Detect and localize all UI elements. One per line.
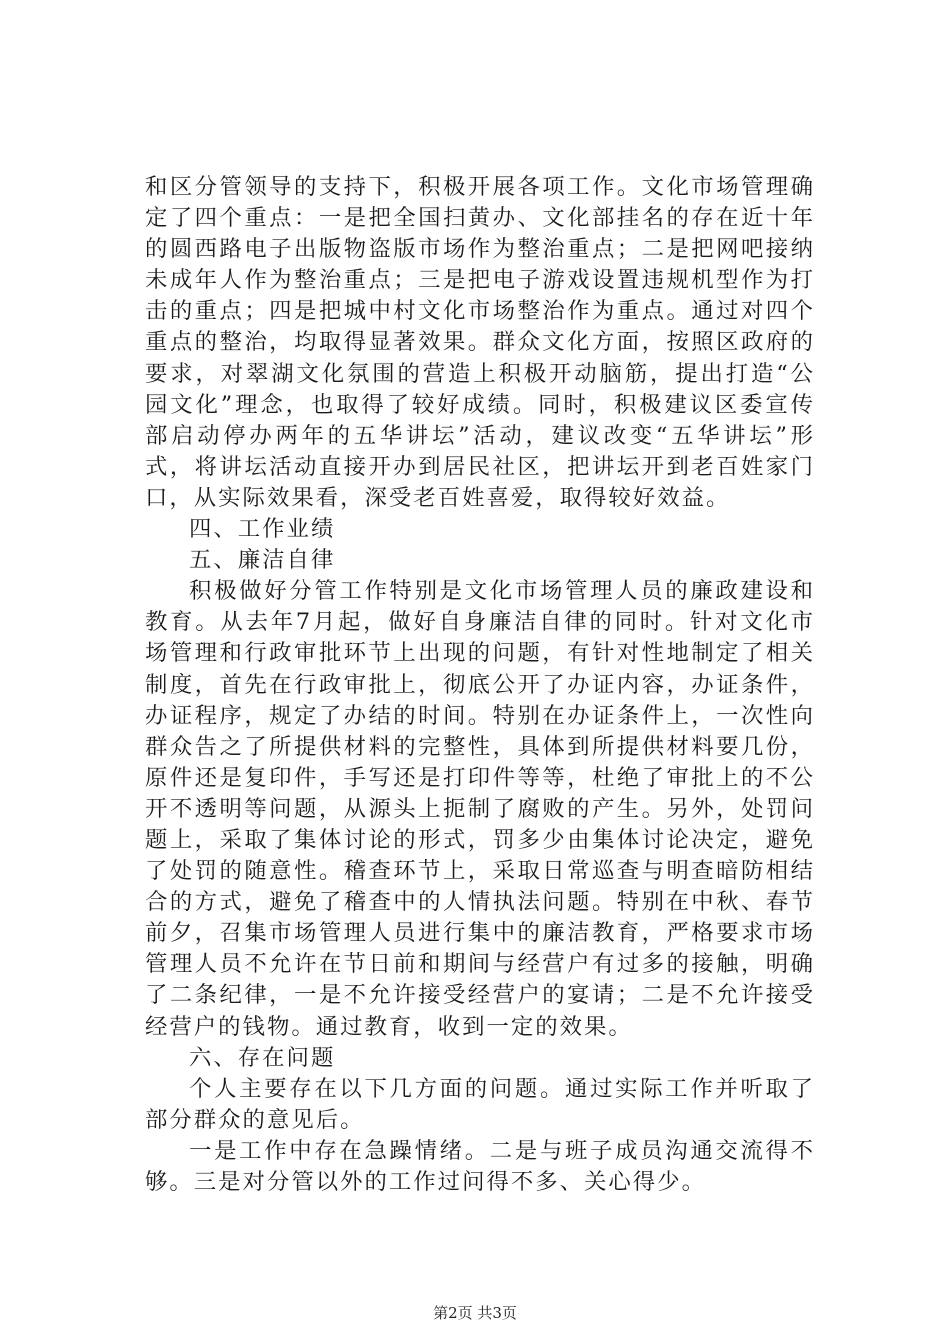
page-footer: 第2页 共3页 [433, 1304, 517, 1322]
section-heading-work-performance: 四、工作业绩 [189, 516, 336, 543]
body-paragraph: 个人主要存在以下几方面的问题。通过实际工作并听取了部分群众的意见后。 [145, 1075, 815, 1133]
section-heading-integrity: 五、廉洁自律 [189, 547, 336, 574]
body-paragraph: 和区分管领导的支持下，积极开展各项工作。文化市场管理确定了四个重点：一是把全国扫黄办、文化部挂名的存在近十年的圆西路电子出版物盗版市场作为整治重点；二是把网吧接纳未成年人作为整治重点；三是把电子游戏设置违规机型作为打击的重点；四是把城中村文化市场整治作为重点。通过对四个重点的整治，均取得显著效果。群众文化方面，按照区政府的要求，对翠湖文化氛围的营造上积极开动脑筋，提出打造“公园文化”理念，也取得了较好成绩。同时，积极建议区委宣传部启动停办两年的五华讲坛”活动，建议改变“五华讲坛”形式，将讲坛活动直接开办到居民社区，把讲坛开到老百姓家门口，从实际效果看，深受老百姓喜爱，取得较好效益。 [145, 174, 815, 511]
body-paragraph: 一是工作中存在急躁情绪。二是与班子成员沟通交流得不够。三是对分管以外的工作过问得不多、关心得少。 [145, 1137, 815, 1195]
document-body [145, 172, 815, 1198]
body-paragraph: 积极做好分管工作特别是文化市场管理人员的廉政建设和教育。从去年7月起，做好自身廉洁自律的同时。针对文化市场管理和行政审批环节上出现的问题，有针对性地制定了相关制度，首先在行政审批上，彻底公开了办证内容，办证条件，办证程序，规定了办结的时间。特别在办证条件上，一次性向群众告之了所提供材料的完整性，具体到所提供材料要几份，原件还是复印件，手写还是打印件等等，杜绝了审批上的不公开不透明等问题，从源头上扼制了腐败的产生。另外，处罚问题上，采取了集体讨论的形式，罚多少由集体讨论决定，避免了处罚的随意性。稽查环节上，采取日常巡查与明查暗防相结合的方式，避免了稽查中的人情执法问题。特别在中秋、春节前夕，召集市场管理人员进行集中的廉洁教育，严格要求市场管理人员不允许在节日前和期间与经营户有过多的接触，明确了二条纪律，一是不允许接受经营户的宴请；二是不允许接受经营户的钱物。通过教育，收到一定的效果。 [145, 578, 815, 1040]
section-heading-problems: 六、存在问题 [189, 1044, 336, 1071]
